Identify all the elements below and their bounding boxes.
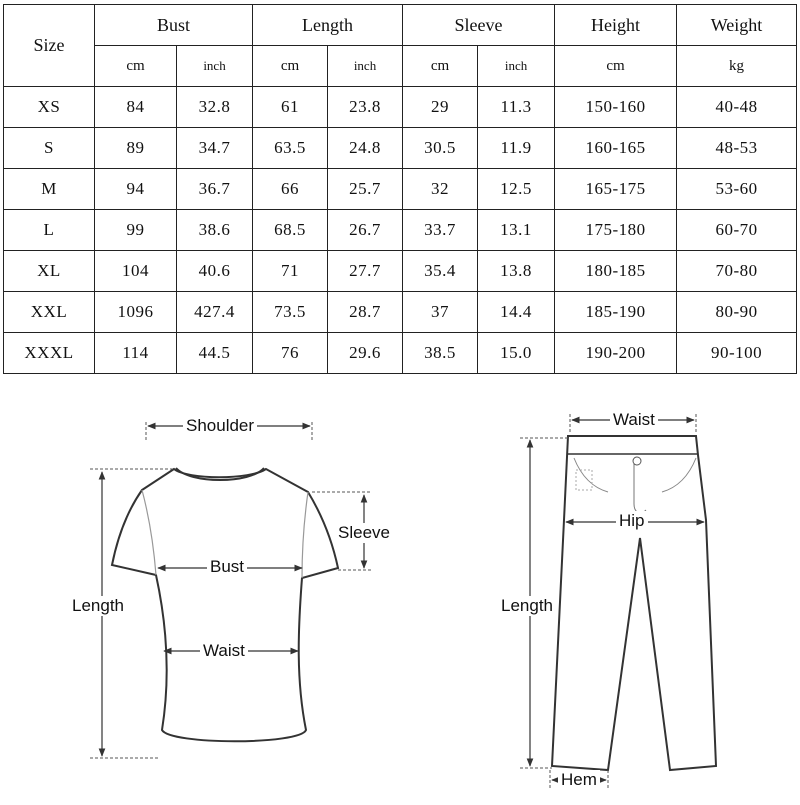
tshirt-measurement-diagram [60,400,400,800]
sleeve-label: Sleeve [335,523,393,543]
value-cell: 76 [253,333,328,374]
unit-cell: cm [555,46,677,87]
table-row [4,169,797,210]
value-cell: 84 [95,87,177,128]
unit-cell: cm [95,46,177,87]
size-cell: XS [4,87,95,128]
value-cell: 13.1 [478,210,555,251]
value-cell: 37 [403,292,478,333]
value-cell: 94 [95,169,177,210]
value-cell: 38.5 [403,333,478,374]
value-cell: 66 [253,169,328,210]
value-cell: 13.8 [478,251,555,292]
bust-label: Bust [207,557,247,577]
value-cell: 14.4 [478,292,555,333]
value-cell: 60-70 [677,210,797,251]
size-cell: XXL [4,292,95,333]
value-cell: 190-200 [555,333,677,374]
value-cell: 30.5 [403,128,478,169]
value-cell: 35.4 [403,251,478,292]
value-cell: 71 [253,251,328,292]
table-row [4,251,797,292]
size-cell: S [4,128,95,169]
pants-length-label: Length [498,596,556,616]
sleeve-header: Sleeve [403,5,555,46]
value-cell: 150-160 [555,87,677,128]
weight-header: Weight [677,5,797,46]
unit-cell: cm [403,46,478,87]
waist-label: Waist [200,641,248,661]
value-cell: 165-175 [555,169,677,210]
unit-cell: cm [253,46,328,87]
unit-cell: inch [177,46,253,87]
value-cell: 40.6 [177,251,253,292]
value-cell: 61 [253,87,328,128]
value-cell: 104 [95,251,177,292]
value-cell: 34.7 [177,128,253,169]
length-label: Length [69,596,127,616]
value-cell: 24.8 [328,128,403,169]
value-cell: 48-53 [677,128,797,169]
hem-label: Hem [558,770,600,790]
table-row [4,87,797,128]
bust-header: Bust [95,5,253,46]
pants-waist-label: Waist [610,410,658,430]
height-header: Height [555,5,677,46]
value-cell: 11.3 [478,87,555,128]
value-cell: 114 [95,333,177,374]
table-row [4,333,797,374]
size-cell: L [4,210,95,251]
size-chart-table [3,4,797,374]
value-cell: 185-190 [555,292,677,333]
value-cell: 40-48 [677,87,797,128]
size-cell: M [4,169,95,210]
value-cell: 12.5 [478,169,555,210]
table-row [4,292,797,333]
value-cell: 80-90 [677,292,797,333]
value-cell: 53-60 [677,169,797,210]
table-row [4,128,797,169]
hip-label: Hip [616,511,648,531]
value-cell: 33.7 [403,210,478,251]
value-cell: 70-80 [677,251,797,292]
value-cell: 29 [403,87,478,128]
value-cell: 175-180 [555,210,677,251]
value-cell: 32.8 [177,87,253,128]
table-row [4,210,797,251]
value-cell: 15.0 [478,333,555,374]
length-header: Length [253,5,403,46]
value-cell: 32 [403,169,478,210]
value-cell: 11.9 [478,128,555,169]
value-cell: 28.7 [328,292,403,333]
value-cell: 27.7 [328,251,403,292]
value-cell: 25.7 [328,169,403,210]
size-cell: XL [4,251,95,292]
pants-measurement-diagram [490,400,730,800]
unit-cell: inch [478,46,555,87]
size-cell: XXXL [4,333,95,374]
value-cell: 38.6 [177,210,253,251]
value-cell: 160-165 [555,128,677,169]
value-cell: 68.5 [253,210,328,251]
unit-cell: inch [328,46,403,87]
value-cell: 36.7 [177,169,253,210]
shoulder-label: Shoulder [183,416,257,436]
value-cell: 99 [95,210,177,251]
value-cell: 1096 [95,292,177,333]
value-cell: 29.6 [328,333,403,374]
value-cell: 90-100 [677,333,797,374]
value-cell: 63.5 [253,128,328,169]
value-cell: 23.8 [328,87,403,128]
tshirt-outline [112,469,338,741]
size-header: Size [4,5,95,87]
value-cell: 427.4 [177,292,253,333]
value-cell: 89 [95,128,177,169]
value-cell: 26.7 [328,210,403,251]
unit-cell: kg [677,46,797,87]
value-cell: 180-185 [555,251,677,292]
size-table-body [4,87,797,374]
value-cell: 44.5 [177,333,253,374]
value-cell: 73.5 [253,292,328,333]
